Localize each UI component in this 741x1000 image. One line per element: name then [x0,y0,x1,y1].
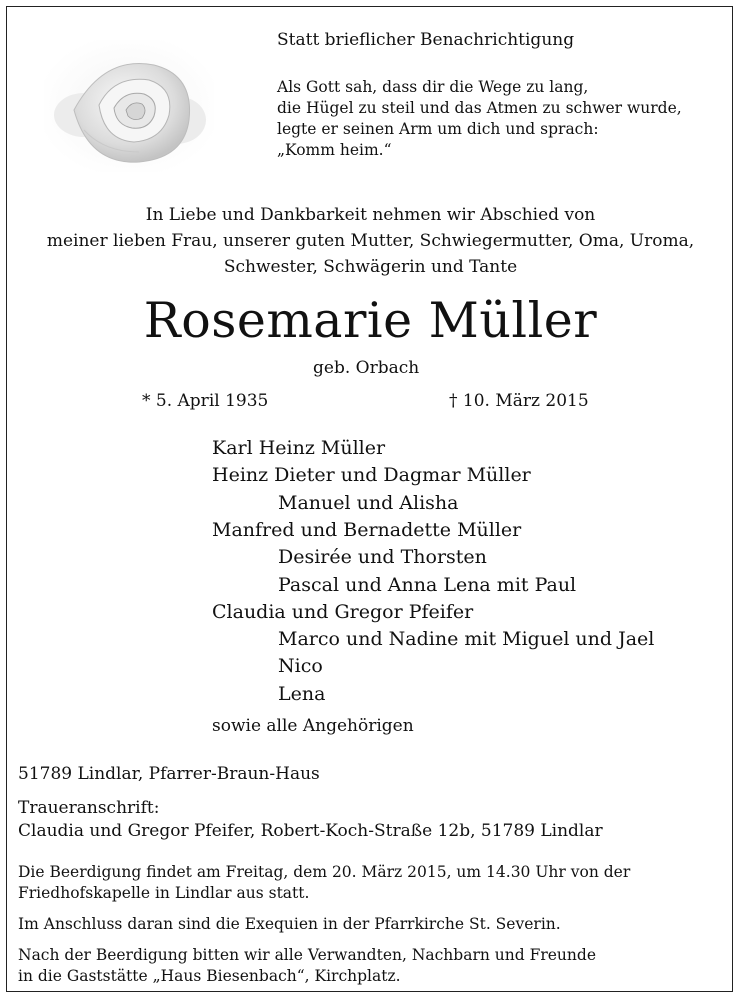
mourning-address-label: Traueranschrift: [18,798,160,818]
funeral-line: Friedhofskapelle in Lindlar aus statt. [18,884,310,902]
relatives-line: sowie alle Angehörigen [212,716,414,736]
lead-line: In Liebe und Dankbarkeit nehmen wir Abschied von [145,205,596,225]
location-line: 51789 Lindlar, Pfarrer-Braun-Haus [18,764,320,784]
rose-image [44,40,214,172]
lead-line: meiner lieben Frau, unserer guten Mutter, Schwiegermutter, Oma, Uroma, [46,231,695,251]
family-member: Nico [278,655,323,678]
mourning-address: Claudia und Gregor Pfeifer, Robert-Koch-Straße 12b, 51789 Lindlar [18,821,603,841]
family-member: Karl Heinz Müller [212,437,386,459]
poem-line: die Hügel zu steil und das Atmen zu schwer wurde, [277,99,682,117]
poem-line: legte er seinen Arm um dich und sprach: [277,120,599,138]
family-member: Lena [278,682,326,705]
poem-line: Als Gott sah, dass dir die Wege zu lang, [277,78,589,96]
family-member: Pascal und Anna Lena mit Paul [278,573,577,596]
birth-date: * 5. April 1935 [142,391,269,411]
announcement: Statt brieflicher Benachrichtigung [277,30,575,50]
family-member: Manfred und Bernadette Müller [212,518,522,541]
invitation-line: in die Gaststätte „Haus Biesenbach“, Kirchplatz. [18,967,401,985]
family-member: Desirée und Thorsten [278,546,487,569]
birth-name: geb. Orbach [313,358,420,378]
family-member: Manuel und Alisha [278,491,459,514]
funeral-line: Die Beerdigung findet am Freitag, dem 20. März 2015, um 14.30 Uhr von der [18,863,631,881]
lead-line: Schwester, Schwägerin und Tante [223,257,518,277]
family-member: Heinz Dieter und Dagmar Müller [212,464,531,487]
invitation-line: Nach der Beerdigung bitten wir alle Verwandten, Nachbarn und Freunde [18,946,596,964]
family-member: Marco und Nadine mit Miguel und Jael [278,628,655,651]
family-member: Claudia und Gregor Pfeifer [212,600,474,623]
deceased-name: Rosemarie Müller [143,292,598,349]
exequies-line: Im Anschluss daran sind die Exequien in der Pfarrkirche St. Severin. [18,915,561,933]
death-date: † 10. März 2015 [449,391,589,411]
poem-line: „Komm heim.“ [277,141,392,159]
